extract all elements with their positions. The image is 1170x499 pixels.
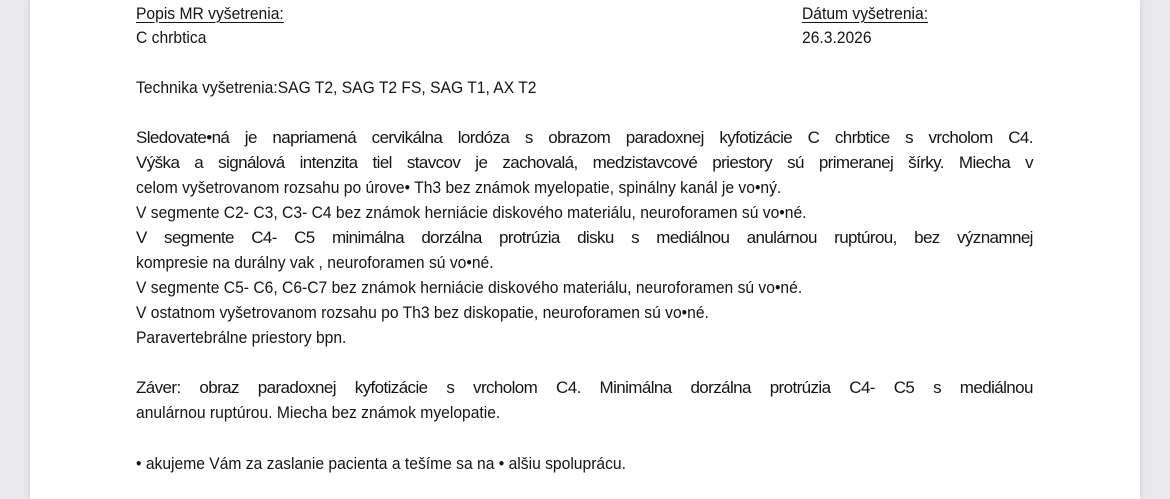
word: napriamená xyxy=(272,128,357,147)
word: vrcholom xyxy=(473,378,538,397)
document-page xyxy=(30,0,1140,499)
word: priestory xyxy=(712,153,773,172)
word: C4- xyxy=(251,228,277,247)
word: významnej xyxy=(957,228,1033,247)
word: protrúzia xyxy=(499,228,560,247)
word: C5 xyxy=(893,378,915,397)
word: protrúzia xyxy=(769,378,831,397)
word: minimálna xyxy=(331,228,405,247)
word: s xyxy=(933,378,941,397)
word: V xyxy=(136,228,147,247)
word: s xyxy=(446,378,455,397)
word: lordóza xyxy=(457,128,510,147)
word: v xyxy=(1025,153,1033,172)
word: medzistavcové xyxy=(592,153,698,172)
word: obrazom xyxy=(548,128,611,147)
findings-line: celom vyšetrovanom rozsahu po úrove• Th3 bez známok myelopatie, spinálny kanál je vo•ný. xyxy=(136,178,782,197)
word: vrcholom xyxy=(928,128,993,147)
word: kyfotizácie xyxy=(354,378,428,397)
word: Sledovate•ná xyxy=(136,128,230,147)
word: ruptúrou, xyxy=(834,228,897,247)
word: mediálnou xyxy=(959,378,1033,397)
exam-date-label: Dátum vyšetrenia: xyxy=(802,4,929,23)
word: sú xyxy=(787,153,804,172)
conclusion-paragraph xyxy=(136,375,1033,425)
word: C4. xyxy=(1008,128,1033,147)
findings-line: V segmente C5- C6, C6-C7 bez známok herniácie diskového materiálu, neuroforamen sú vo•né. xyxy=(136,278,803,297)
word: obraz xyxy=(199,378,239,397)
word: stavcov xyxy=(406,153,461,172)
findings-line xyxy=(136,225,1033,250)
findings-line: V segmente C2- C3, C3- C4 bez známok herniácie diskového materiálu, neuroforamen sú vo•né. xyxy=(136,203,807,222)
closing-line: • akujeme Vám za zaslanie pacienta a tešíme sa na • alšiu spoluprácu. xyxy=(136,454,626,473)
word: C4. xyxy=(556,378,581,397)
findings-paragraph xyxy=(136,125,1033,350)
word: s xyxy=(524,128,533,147)
word: Výška xyxy=(136,153,180,172)
word: C4- xyxy=(849,378,875,397)
word: C xyxy=(807,128,820,147)
findings-line xyxy=(136,150,1033,175)
findings-line: kompresie na durálny vak , neuroforamen sú vo•né. xyxy=(136,253,494,272)
technique-line: Technika vyšetrenia:SAG T2, SAG T2 FS, SAG T1, AX T2 xyxy=(136,78,537,97)
word: Minimálna xyxy=(599,378,672,397)
word: šírky. xyxy=(908,153,944,172)
word: tiel xyxy=(372,153,392,172)
exam-date: 26.3.2026 xyxy=(802,28,872,47)
word: Miecha xyxy=(958,153,1011,172)
word: paradoxnej xyxy=(625,128,704,147)
word: s xyxy=(631,228,639,247)
word: C5 xyxy=(294,228,315,247)
word: anulárnou xyxy=(746,228,817,247)
word: zachovalá, xyxy=(502,153,578,172)
findings-line: V ostatnom vyšetrovanom rozsahu po Th3 bez diskopatie, neuroforamen sú vo•né. xyxy=(136,303,709,322)
word: je xyxy=(475,153,488,172)
conclusion-line xyxy=(136,375,1033,400)
word: s xyxy=(905,128,913,147)
word: je xyxy=(244,128,257,147)
word: bez xyxy=(914,228,940,247)
word: disku xyxy=(577,228,614,247)
word: primeranej xyxy=(818,153,894,172)
word: signálová xyxy=(218,153,285,172)
word: a xyxy=(194,153,204,172)
word: segmente xyxy=(164,228,234,247)
findings-line xyxy=(136,125,1033,150)
exam-region: C chrbtica xyxy=(136,28,207,47)
word: dorzálna xyxy=(690,378,751,397)
conclusion-line: anulárnou ruptúrou. Miecha bez známok myelopatie. xyxy=(136,403,501,422)
word: kyfotizácie xyxy=(719,128,793,147)
word: paradoxnej xyxy=(257,378,336,397)
word: Záver: xyxy=(136,378,181,397)
findings-line: Paravertebrálne priestory bpn. xyxy=(136,328,347,347)
word: cervikálna xyxy=(371,128,443,147)
word: mediálnou xyxy=(656,228,730,247)
report-title-label: Popis MR vyšetrenia: xyxy=(136,4,284,23)
word: dorzálna xyxy=(421,228,482,247)
word: intenzita xyxy=(299,153,358,172)
word: chrbtice xyxy=(834,128,890,147)
